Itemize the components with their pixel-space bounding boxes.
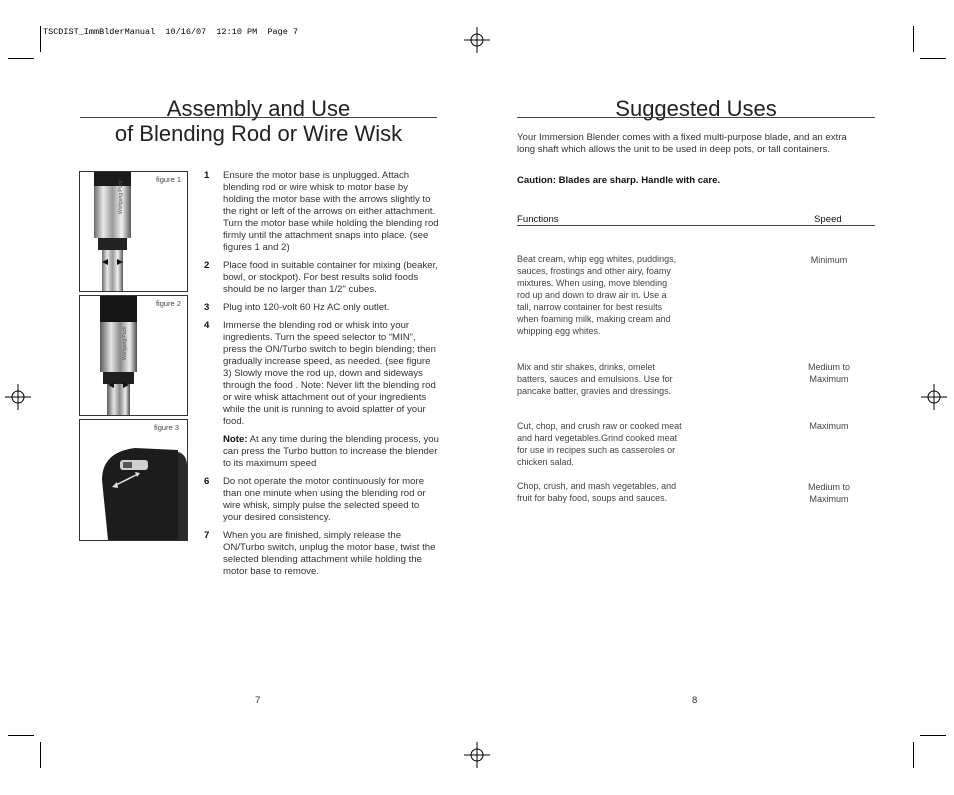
motor-base-illustration [80,420,187,540]
step-item [204,170,439,254]
table-header-rule [517,225,875,226]
step-text: Do not operate the motor continuously for more than one minute when using the blending rod or wire whisk, simply pulse the selected speed to your desired consistency. [223,476,426,523]
step-item [204,530,439,578]
registration-mark-icon [464,27,490,53]
table-row-function: Cut, chop, and crush raw or cooked meat and hard vegetables.Grind cooked meat for use in recipes such as casseroles or chicken salad. [517,421,682,467]
blender-rod-illustration [80,172,187,291]
step-number: 3 [204,302,210,313]
blender-rod-illustration [80,296,187,415]
figure-1-image [79,171,188,292]
table-row-speed: Maximum [809,421,849,431]
figure-2-brand-text: Wolfgang Puck [122,326,128,360]
turbo-note [204,434,439,470]
step-item [204,260,439,296]
step-number: 1 [204,170,210,181]
page-number-left: 7 [255,695,261,706]
step-number: 2 [204,260,210,271]
registration-mark-icon [921,384,947,410]
step-text: Plug into 120-volt 60 Hz AC only outlet. [223,302,390,313]
step-number: 7 [204,530,210,541]
step-number: 6 [204,476,210,487]
speed-header: Speed [814,214,842,225]
crop-mark [913,26,914,52]
caution-text: Caution: Blades are sharp. Handle with care. [517,175,721,186]
crop-mark [913,742,914,768]
note-text: At any time during the blending process, you can press the Turbo button to increase the blender to its maximum speed [223,434,439,469]
crop-mark [40,26,41,52]
figure-1-brand-text: Wolfgang Puck [118,180,124,214]
figure-3-image [79,419,188,541]
figure-1-label: figure 1 [155,175,181,184]
step-text: When you are finished, simply release the ON/Turbo switch, unplug the motor base, twist the selected blending attachment while holding the motor base to remove. [223,530,436,577]
intro-paragraph: Your Immersion Blender comes with a fixed multi-purpose blade, and an extra long shaft which allows the unit to be used in deep pots, or tall containers. [517,132,847,155]
right-page-title: Suggested Uses [615,96,777,121]
note-label: Note: [223,434,248,445]
step-number: 4 [204,320,210,331]
assembly-steps [204,170,439,584]
title-underline [80,117,437,118]
table-row-speed: Medium to Maximum [807,482,851,504]
table-row-function: Chop, crush, and mash vegetables, and fruit for baby food, soups and sauces. [517,481,677,503]
left-page-title [80,96,437,146]
figure-2-label: figure 2 [155,299,181,308]
functions-header: Functions [517,214,559,225]
page-number-right: 8 [692,695,698,706]
figure-2-image [79,295,188,416]
step-text: Immerse the blending rod or whisk into your ingredients. Turn the speed selector to “MIN”, press the ON/Turbo switch to begin blending; then gradually increase speed, as needed. (see figure 3) Slowly move the rod up, down and sideways through the food . Note: Never lift the blending rod or wire whisk attachment out of your ingredients while the unit is running to avoid splatter of your food. [223,320,436,427]
table-row-speed: Minimum [810,255,848,265]
print-slug: TSCDIST_ImmBlderManual 10/16/07 12:10 PM Page 7 [43,27,299,37]
title-underline [517,117,875,118]
step-text: Ensure the motor base is unplugged. Attach blending rod or wire whisk to motor base by holding the motor base with the arrows slightly to the right or left of the arrows on either attachment. Turn the motor base while holding the blending rod firmly until the attachment snaps into place. (see figures 1 and 2) [223,170,439,253]
registration-mark-icon [464,742,490,768]
registration-mark-icon [5,384,31,410]
crop-mark [8,735,34,736]
step-item [204,320,439,428]
crop-mark [8,58,34,59]
figure-3-label: figure 3 [153,423,179,432]
step-item [204,302,439,314]
crop-mark [920,58,946,59]
step-text: Place food in suitable container for mixing (beaker, bowl, or stockpot). For best results solid foods should be no larger than 1/2" cubes. [223,260,438,295]
table-row-speed: Medium to Maximum [807,362,851,384]
table-row-function: Mix and stir shakes, drinks, omelet batters, sauces and emulsions. Use for pancake batter, gravies and dressings. [517,362,673,396]
crop-mark [40,742,41,768]
title-line-1: Assembly and Use [166,96,351,121]
step-item [204,476,439,524]
crop-mark [920,735,946,736]
title-line-2: of Blending Rod or Wire Wisk [114,121,403,146]
table-row-function: Beat cream, whip egg whites, puddings, sauces, frostings and other airy, foamy mixtures. When using, move blending rod up and down to draw air in. Use a tall, narrow container for best results when foaming milk, making cream and whipping egg whites. [517,254,677,336]
